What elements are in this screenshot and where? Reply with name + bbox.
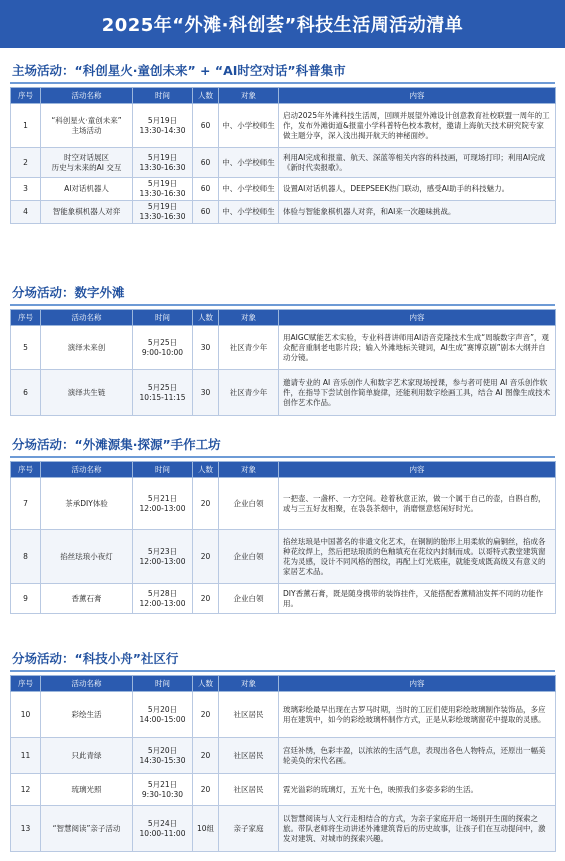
cell-time: 5月24日 10:00-11:00 (133, 806, 193, 852)
table-header-row (11, 462, 556, 478)
column-header: 时间 (133, 310, 193, 326)
cell-time: 5月28日 12:00-13:00 (133, 584, 193, 614)
column-header: 时间 (133, 88, 193, 104)
cell-no: 7 (11, 478, 41, 530)
column-header: 活动名称 (41, 676, 133, 692)
column-header: 序号 (11, 310, 41, 326)
cell-content: 邀请专业的 AI 音乐创作人和数字艺术家现场授课，参与者可使用 AI 音乐创作软件，在指导下尝试创作简单旋律，还能利用数字绘画工具，结合 AI 图像生成技术创作艺术作品。 (279, 370, 556, 416)
cell-time: 5月21日 12:00-13:00 (133, 478, 193, 530)
section-title: 分场活动：“科技小舟”社区行 (12, 651, 179, 666)
cell-no: 10 (11, 692, 41, 738)
cell-name: 琉璃光照 (41, 774, 133, 806)
column-header: 活动名称 (41, 310, 133, 326)
cell-name: “科创星火·童创未来” 主场活动 (41, 104, 133, 148)
cell-audience: 社区青少年 (219, 370, 279, 416)
section-title: 分场活动：“外滩源集·探源”手作工坊 (12, 437, 221, 452)
cell-audience: 中、小学校师生 (219, 201, 279, 224)
column-header: 人数 (193, 676, 219, 692)
cell-time: 5月19日 13:30-14:30 (133, 104, 193, 148)
cell-content: 一把壶、一盏杯、一方空间。趁着秋意正浓，做一个属于自己的壶，自斟自酌，或与三五好友相聚，在袅袅茶烟中，消磨惬意悠闲好时光。 (279, 478, 556, 530)
cell-name: “智慧阅读”亲子活动 (41, 806, 133, 852)
cell-count: 60 (193, 201, 219, 224)
cell-count: 60 (193, 148, 219, 178)
section-1 (10, 62, 555, 224)
column-header: 时间 (133, 462, 193, 478)
cell-time: 5月21日 9:30-10:30 (133, 774, 193, 806)
cell-no: 8 (11, 530, 41, 584)
table-row (11, 806, 556, 852)
cell-count: 20 (193, 738, 219, 774)
cell-audience: 中、小学校师生 (219, 104, 279, 148)
column-header: 内容 (279, 88, 556, 104)
cell-content: 霓光溢彩的琉璃灯，五光十色，映照我们多姿多彩的生活。 (279, 774, 556, 806)
cell-count: 60 (193, 178, 219, 201)
cell-name: AI对话机器人 (41, 178, 133, 201)
cell-content: 启动2025年外滩科技生活周，回顾并展望外滩设计创意教育社校联盟一周年的工作，发布外滩街道&报童小学科普特色校本教材，邀请上海航天技术研究院专家做主题分享，深入浅出揭开航天的神秘面纱。 (279, 104, 556, 148)
cell-count: 20 (193, 530, 219, 584)
cell-name: 掐丝珐琅小夜灯 (41, 530, 133, 584)
cell-count: 20 (193, 692, 219, 738)
column-header: 序号 (11, 676, 41, 692)
table-row (11, 178, 556, 201)
cell-count: 20 (193, 478, 219, 530)
cell-audience: 中、小学校师生 (219, 178, 279, 201)
cell-no: 11 (11, 738, 41, 774)
column-header: 时间 (133, 676, 193, 692)
table-header-row (11, 310, 556, 326)
table-row (11, 370, 556, 416)
cell-count: 30 (193, 370, 219, 416)
cell-name: 智能象棋机器人对弈 (41, 201, 133, 224)
table-row (11, 738, 556, 774)
cell-name: 时空对话展区 历史与未来的AI 交互 (41, 148, 133, 178)
page-title: 2025年“外滩·科创荟”科技生活周活动清单 (0, 0, 565, 48)
cell-audience: 企业白领 (219, 584, 279, 614)
column-header: 序号 (11, 88, 41, 104)
cell-time: 5月20日 14:00-15:00 (133, 692, 193, 738)
table-header-row (11, 676, 556, 692)
cell-content: 用AIGC赋能艺术实验，专业科普讲师用AI语音克隆技术生成“周璇数字声音”，观众配音重制老电影片段；输入外滩地标关键词，AI生成“赛博京剧”剧本大纲并自动分镜。 (279, 326, 556, 370)
section-divider (10, 456, 555, 458)
cell-audience: 亲子家庭 (219, 806, 279, 852)
section-divider (10, 82, 555, 84)
column-header: 对象 (219, 88, 279, 104)
cell-time: 5月23日 12:00-13:00 (133, 530, 193, 584)
table-row (11, 692, 556, 738)
activity-table (10, 461, 556, 614)
cell-no: 3 (11, 178, 41, 201)
activity-table (10, 87, 556, 224)
cell-time: 5月19日 13:30-16:30 (133, 178, 193, 201)
cell-content: 玻璃彩绘最早出现在古罗马时期，当时的工匠们使用彩绘玻璃制作装饰品，多应用在建筑中，如今的彩绘玻璃杯制作方式，正是从彩绘玻璃窗花中提取的灵感。 (279, 692, 556, 738)
cell-count: 30 (193, 326, 219, 370)
section-title: 主场活动：“科创星火·童创未来” + “AI时空对话”科普集市 (12, 63, 346, 78)
section-divider (10, 670, 555, 672)
section-divider (10, 304, 555, 306)
table-row (11, 326, 556, 370)
cell-time: 5月20日 14:30-15:30 (133, 738, 193, 774)
cell-count: 10组 (193, 806, 219, 852)
cell-content: DIY香薰石膏，既是随身携带的装饰挂件，又能搭配香薰精油发挥不同的功能作用。 (279, 584, 556, 614)
cell-audience: 中、小学校师生 (219, 148, 279, 178)
column-header: 对象 (219, 462, 279, 478)
cell-count: 20 (193, 774, 219, 806)
section-2 (10, 284, 555, 416)
cell-time: 5月25日 10:15-11:15 (133, 370, 193, 416)
cell-name: 茶承DIY体验 (41, 478, 133, 530)
cell-time: 5月19日 13:30-16:30 (133, 201, 193, 224)
cell-no: 6 (11, 370, 41, 416)
cell-audience: 社区青少年 (219, 326, 279, 370)
column-header: 序号 (11, 462, 41, 478)
cell-no: 13 (11, 806, 41, 852)
column-header: 活动名称 (41, 462, 133, 478)
cell-time: 5月19日 13:30-16:30 (133, 148, 193, 178)
cell-time: 5月25日 9:00-10:00 (133, 326, 193, 370)
column-header: 活动名称 (41, 88, 133, 104)
cell-content: 体验与智能象棋机器人对弈，和AI来一次趣味挑战。 (279, 201, 556, 224)
cell-no: 4 (11, 201, 41, 224)
section-3 (10, 436, 555, 614)
column-header: 对象 (219, 676, 279, 692)
table-header-row (11, 88, 556, 104)
cell-name: 演绎未来创 (41, 326, 133, 370)
table-row (11, 201, 556, 224)
table-row (11, 584, 556, 614)
cell-no: 2 (11, 148, 41, 178)
table-row (11, 774, 556, 806)
cell-audience: 社区居民 (219, 738, 279, 774)
column-header: 人数 (193, 88, 219, 104)
section-4 (10, 650, 555, 852)
cell-no: 12 (11, 774, 41, 806)
cell-content: 宫廷补绣，色彩丰盈，以浓浓的生活气息，表现出各色人物特点，还原出一幅美轮美奂的宋代名画。 (279, 738, 556, 774)
column-header: 内容 (279, 462, 556, 478)
table-row (11, 104, 556, 148)
cell-no: 9 (11, 584, 41, 614)
cell-audience: 社区居民 (219, 774, 279, 806)
column-header: 人数 (193, 310, 219, 326)
activity-table (10, 675, 556, 852)
cell-content: 掐丝珐琅是中国著名的非遗文化艺术，在铜制的胎形上用柔软的扁铜丝，掐成各种花纹焊上，然后把珐琅质的色釉填充在花纹内封制而成。以哥特式教堂建筑窗花为灵感，设计不同风格的图纹，再配上灯光底座，就能变成既高级又有意义的家居艺术品。 (279, 530, 556, 584)
column-header: 内容 (279, 676, 556, 692)
cell-audience: 社区居民 (219, 692, 279, 738)
cell-name: 只此青绿 (41, 738, 133, 774)
cell-no: 1 (11, 104, 41, 148)
cell-content: 以智慧阅读与人文行走相结合的方式，为亲子家庭开启一场别开生面的探索之旅。带队老师将生动讲述外滩建筑背后的历史故事，让孩子们在互动提问中，激发对建筑、对城市的探索兴趣。 (279, 806, 556, 852)
cell-no: 5 (11, 326, 41, 370)
activity-table (10, 309, 556, 416)
cell-name: 香薰石膏 (41, 584, 133, 614)
table-row (11, 530, 556, 584)
cell-audience: 企业白领 (219, 478, 279, 530)
cell-content: 设置AI对话机器人，DEEPSEEK热门联动，感受AI助手的科技魅力。 (279, 178, 556, 201)
cell-name: 演绎共生链 (41, 370, 133, 416)
cell-name: 彩绘生活 (41, 692, 133, 738)
section-title: 分场活动：数字外滩 (12, 285, 125, 300)
column-header: 人数 (193, 462, 219, 478)
table-row (11, 478, 556, 530)
cell-content: 利用AI完成和报童、航天、深蓝等相关内容的科技画，可现场打印；利用AI完成《新时代卖报歌》。 (279, 148, 556, 178)
cell-audience: 企业白领 (219, 530, 279, 584)
cell-count: 20 (193, 584, 219, 614)
column-header: 对象 (219, 310, 279, 326)
cell-count: 60 (193, 104, 219, 148)
table-row (11, 148, 556, 178)
column-header: 内容 (279, 310, 556, 326)
